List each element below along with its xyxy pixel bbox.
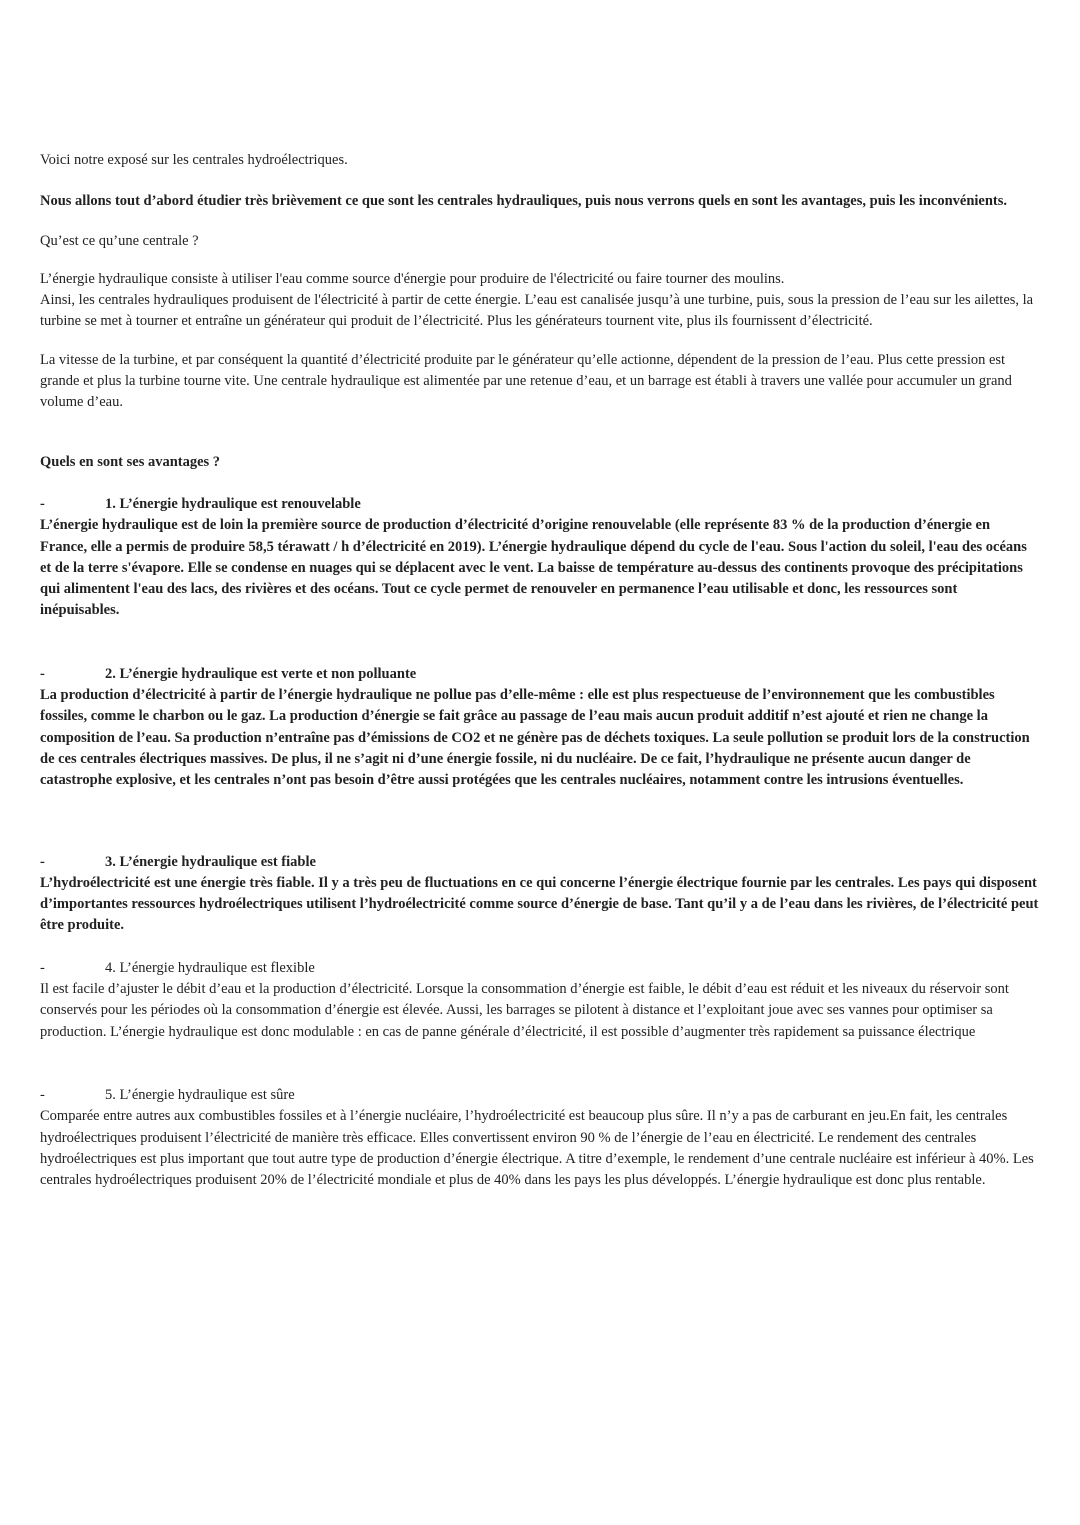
advantage-title-text: 2. L’énergie hydraulique est verte et non polluante xyxy=(105,665,417,682)
list-dash: - xyxy=(40,665,45,682)
advantage-title xyxy=(40,664,1040,685)
advantage-title-text: 3. L’énergie hydraulique est fiable xyxy=(105,853,316,870)
advantage-item-4 xyxy=(40,958,1040,1043)
advantage-title xyxy=(40,494,1040,515)
definition-line-1: L’énergie hydraulique consiste à utiliser l'eau comme source d'énergie pour produire de l'électricité ou faire tourner des moulins. xyxy=(40,270,785,287)
definition-block xyxy=(40,269,1040,333)
advantage-title xyxy=(40,958,1040,979)
advantage-item-3 xyxy=(40,852,1040,937)
advantage-title-text: 1. L’énergie hydraulique est renouvelable xyxy=(105,495,361,512)
advantage-text: La production d’électricité à partir de l’énergie hydraulique ne pollue pas d’elle-même : elle est plus respectueuse de l’environnement que les combustibles fossiles, comme le charbon ou le gaz. La production d’énergie se fait grâce au passage de l’eau mais aucun produit additif n’est ajouté et rien ne change la composition de l’eau. Sa production n’entraîne pas d’émissions de CO2 et ne génère pas de déchets toxiques. La seule pollution se produit lors de la construction de ces centrales électriques massives. De plus, il ne s’agit ni d’une énergie fossile, ni du nucléaire. De ce fait, l’hydraulique ne présente aucun danger de catastrophe explosive, et les centrales n’ont pas besoin d’être aussi protégées que les centrales nucléaires, notamment contre les intrusions éventuelles. xyxy=(40,687,1030,789)
advantage-title xyxy=(40,1085,1040,1106)
definition-line-2: Ainsi, les centrales hydrauliques produisent de l'électricité à partir de cette énergie. L’eau est canalisée jusqu’à une turbine, puis, sous la pression de l’eau sur les ailettes, la turbine se met à tourner et entraîne un générateur qui produit de l’électricité. Plus les générateurs tournent vite, plus ils fournissent d’électricité. xyxy=(40,292,1034,330)
advantages-heading: Quels en sont ses avantages ? xyxy=(40,453,221,470)
advantage-title xyxy=(40,852,1040,873)
question-heading: Qu’est ce qu’une centrale ? xyxy=(40,232,199,249)
advantage-text: Comparée entre autres aux combustibles fossiles et à l’énergie nucléaire, l’hydroélectricité est beaucoup plus sûre. Il n’y a pas de carburant en jeu.En fait, les centrales hydroélectriques produisent l’électricité de manière très efficace. Elles convertissent environ 90 % de l’énergie de l’eau en électricité. Le rendement des centrales hydroélectriques est plus important que tout autre type de production d’énergie électrique. A titre d’exemple, le rendement d’une centrale nucléaire est inférieur à 40%. Les centrales hydroélectriques produisent 20% de l’électricité mondiale et plus de 40% dans les pays les plus développés. L’énergie hydraulique est donc plus rentable. xyxy=(40,1108,1034,1189)
document-page xyxy=(40,150,1040,1191)
advantage-title-text: 5. L’énergie hydraulique est sûre xyxy=(105,1086,295,1103)
list-dash: - xyxy=(40,1086,45,1103)
advantage-text: L’énergie hydraulique est de loin la première source de production d’électricité d’origine renouvelable (elle représente 83 % de la production d’énergie en France, elle a permis de produire 58,5 térawatt / h d’électricité en 2019). L’énergie hydraulique dépend du cycle de l'eau. Sous l'action du soleil, l'eau des océans et de la terre s'évapore. Elle se condense en nuages qui se déplacent avec le vent. La baisse de température au-dessus des continents provoque des précipitations qui alimentent l'eau des lacs, des rivières et des océans. Tout ce cycle permet de renouveler en permanence l’eau utilisable et donc, les ressources sont inépuisables. xyxy=(40,517,1027,619)
list-dash: - xyxy=(40,495,45,512)
list-dash: - xyxy=(40,959,45,976)
advantage-item-5 xyxy=(40,1085,1040,1191)
definition-paragraph-3: La vitesse de la turbine, et par conséquent la quantité d’électricité produite par le générateur qu’elle actionne, dépendent de la pression de l’eau. Plus cette pression est grande et plus la turbine tourne vite. Une centrale hydraulique est alimentée par une retenue d’eau, et un barrage est établi à travers une vallée pour accumuler un grand volume d’eau. xyxy=(40,351,1012,411)
plan-paragraph: Nous allons tout d’abord étudier très brièvement ce que sont les centrales hydrauliques, puis nous verrons quels en sont les avantages, puis les inconvénients. xyxy=(40,193,1008,210)
advantage-title-text: 4. L’énergie hydraulique est flexible xyxy=(105,959,315,976)
advantage-text: L’hydroélectricité est une énergie très fiable. Il y a très peu de fluctuations en ce qui concerne l’énergie électrique fournie par les centrales. Les pays qui disposent d’importantes ressources hydroélectriques utilisent l’hydroélectricité comme source d’énergie de base. Tant qu’il y a de l’eau dans les rivières, de l’électricité peut être produite. xyxy=(40,874,1039,934)
advantage-text: Il est facile d’ajuster le débit d’eau et la production d’électricité. Lorsque la consommation d’énergie est faible, le débit d’eau est réduit et les niveaux du réservoir sont conservés pour les périodes où la consommation d’énergie est élevée. Aussi, les barrages se pilotent à distance et l’exploitant joue avec ses vannes pour optimiser sa production. L’énergie hydraulique est donc modulable : en cas de panne générale d’électricité, il est possible d’augmenter très rapidement sa puissance électrique xyxy=(40,981,1009,1040)
list-dash: - xyxy=(40,853,45,870)
intro-sentence: Voici notre exposé sur les centrales hydroélectriques. xyxy=(40,152,348,168)
advantage-item-2 xyxy=(40,664,1040,792)
advantage-item-1 xyxy=(40,494,1040,622)
